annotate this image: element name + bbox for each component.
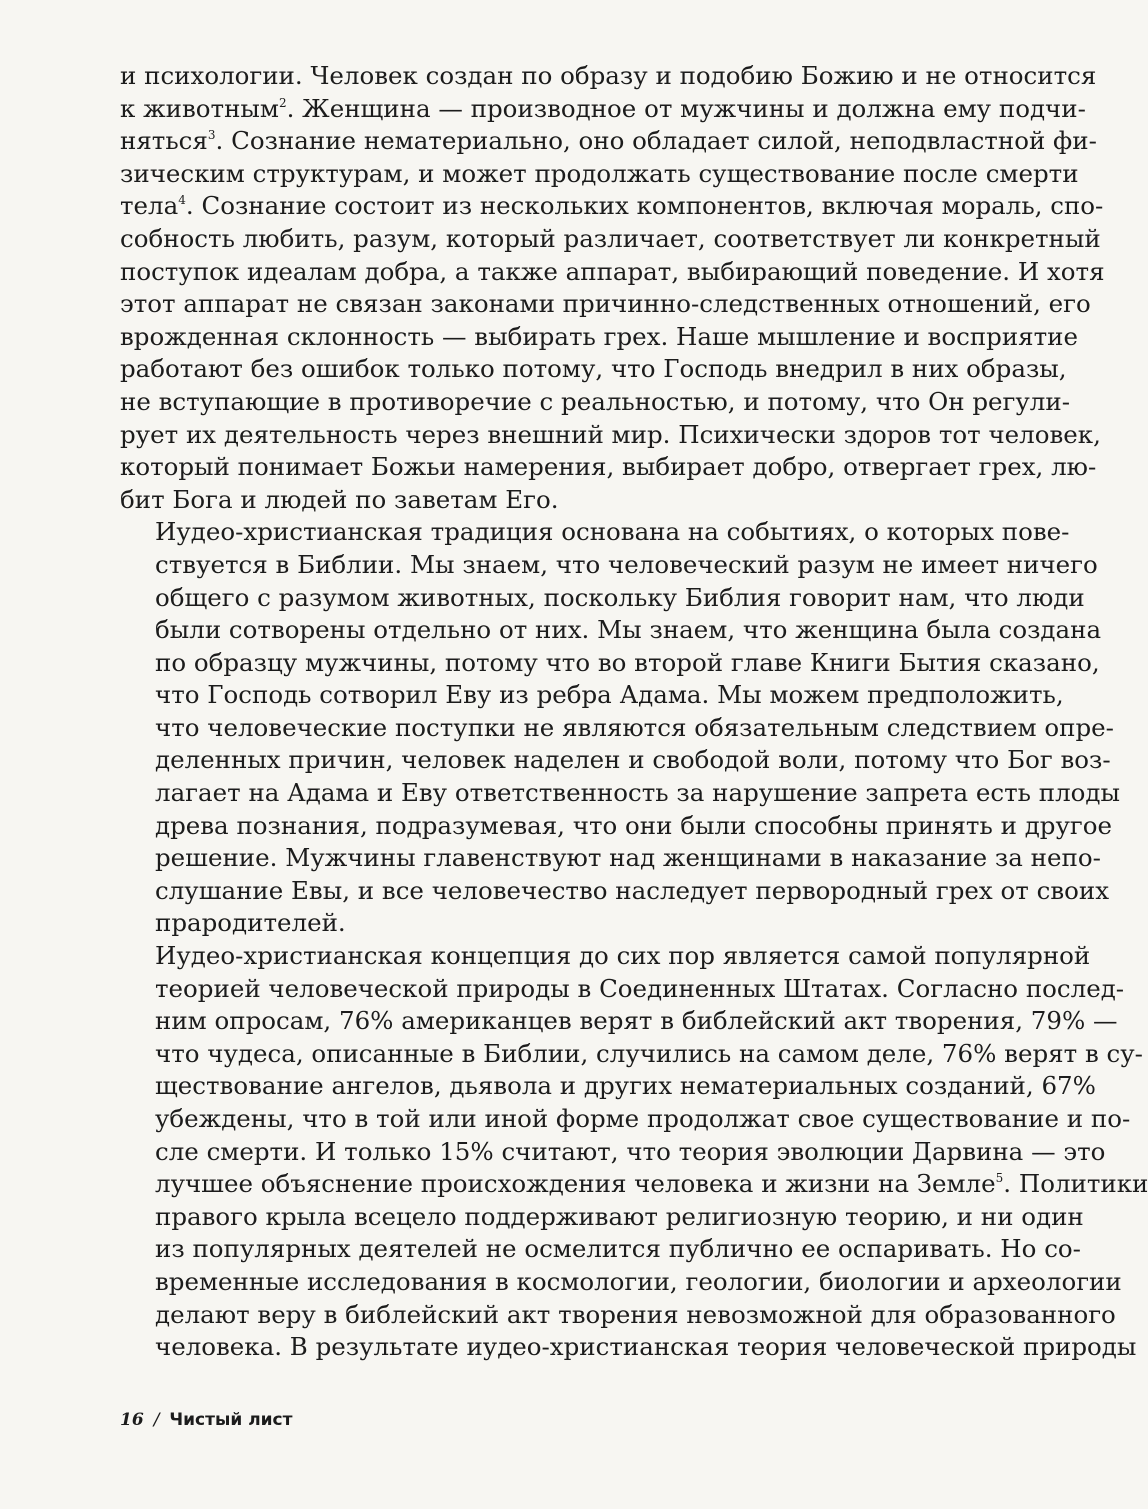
text-line: сле смерти. И только 15% считают, что теория эволюции Дарвина — это bbox=[155, 1136, 1106, 1166]
text-line: что чудеса, описанные в Библии, случились на самом деле, 76% верят в су- bbox=[155, 1038, 1143, 1068]
paragraph-3 bbox=[120, 940, 1148, 1364]
text-line: что Господь сотворил Еву из ребра Адама. Мы можем предположить, bbox=[155, 680, 1064, 710]
text-line: рует их деятельность через внешний мир. Психически здоров тот человек, bbox=[120, 419, 1101, 449]
text-line: теорией человеческой природы в Соединенных Штатах. Согласно послед- bbox=[155, 973, 1125, 1003]
running-title: Чистый лист bbox=[169, 1410, 293, 1430]
text-line: общего с разумом животных, поскольку Библия говорит нам, что люди bbox=[155, 582, 1085, 612]
text-line: были сотворены отдельно от них. Мы знаем, что женщина была создана bbox=[155, 615, 1102, 645]
text-line: лучшее объяснение происхождения человека и жизни на Земле$^5$. Политики bbox=[155, 1169, 1148, 1199]
text-line: делают веру в библейский акт творения невозможной для образованного bbox=[155, 1299, 1116, 1329]
text-line: решение. Мужчины главенствуют над женщинами в наказание за непо- bbox=[155, 843, 1101, 873]
text-line: и психологии. Человек создан по образу и подобию Божию и не относится bbox=[120, 61, 1097, 90]
text-line: лагает на Адама и Еву ответственность за нарушение запрета есть плоды bbox=[155, 778, 1120, 808]
text-line: ним опросам, 76% американцев верят в библейский акт творения, 79% — bbox=[155, 1006, 1118, 1036]
text-line: врожденная склонность — выбирать грех. Наше мышление и восприятие bbox=[120, 321, 1079, 351]
page-number: 16 bbox=[120, 1410, 144, 1430]
footnote-marker: 4 bbox=[178, 193, 186, 208]
text-line: ствуется в Библии. Мы знаем, что человеческий разум не имеет ничего bbox=[155, 549, 1098, 579]
text-line: слушание Евы, и все человечество наследует первородный грех от своих bbox=[155, 875, 1110, 905]
text-line: собность любить, разум, который различает, соответствует ли конкретный bbox=[120, 223, 1101, 253]
text-line: тела$^4$. Сознание состоит из нескольких компонентов, включая мораль, спо- bbox=[120, 191, 1104, 221]
page-footer bbox=[120, 1410, 292, 1430]
paragraph-1 bbox=[120, 60, 1105, 516]
page-body bbox=[120, 60, 1148, 1364]
text-line: зическим структурам, и может продолжать существование после смерти bbox=[120, 158, 1079, 188]
text-line: убеждены, что в той или иной форме продолжат свое существование и по- bbox=[155, 1104, 1131, 1133]
text-line: Иудео-христианская традиция основана на событиях, о которых пове- bbox=[155, 517, 1070, 547]
footnote-marker: 5 bbox=[995, 1171, 1004, 1186]
text-line: работают без ошибок только потому, что Господь внедрил в них образы, bbox=[120, 354, 1067, 384]
text-line: не вступающие в противоречие с реальностью, и потому, что Он регули- bbox=[120, 386, 1070, 416]
paragraph-2 bbox=[120, 516, 1120, 940]
footnote-marker: 3 bbox=[207, 128, 216, 143]
text-line: ществование ангелов, дьявола и других нематериальных созданий, 67% bbox=[155, 1071, 1096, 1101]
text-line: человека. В результате иудео-христианская теория человеческой природы bbox=[155, 1332, 1137, 1362]
text-line: правого крыла всецело поддерживают религиозную теорию, и ни один bbox=[155, 1201, 1084, 1231]
text-line: что человеческие поступки не являются обязательным следствием опре- bbox=[155, 712, 1114, 742]
footer-separator: / bbox=[153, 1410, 160, 1430]
text-line: из популярных деятелей не осмелится публично ее оспаривать. Но со- bbox=[155, 1234, 1081, 1264]
text-line: деленных причин, человек наделен и свободой воли, потому что Бог воз- bbox=[155, 745, 1111, 775]
text-line: бит Бога и людей по заветам Его. bbox=[120, 484, 559, 514]
text-line: по образцу мужчины, потому что во второй главе Книги Бытия сказано, bbox=[155, 647, 1100, 677]
text-line: который понимает Божьи намерения, выбирает добро, отвергает грех, лю- bbox=[120, 452, 1097, 482]
footnote-marker: 2 bbox=[278, 95, 287, 110]
text-line: прародителей. bbox=[155, 908, 346, 938]
text-line: этот аппарат не связан законами причинно-следственных отношений, его bbox=[120, 289, 1091, 319]
text-line: поступок идеалам добра, а также аппарат, выбирающий поведение. И хотя bbox=[120, 256, 1105, 286]
text-line: древа познания, подразумевая, что они были способны принять и другое bbox=[155, 810, 1112, 840]
text-line: к животным$^2$. Женщина — производное от мужчины и должна ему подчи- bbox=[120, 93, 1086, 123]
text-line: Иудео-христианская концепция до сих пор является самой популярной bbox=[155, 941, 1091, 971]
text-line: временные исследования в космологии, геологии, биологии и археологии bbox=[155, 1266, 1122, 1296]
text-line: няться$^3$. Сознание нематериально, оно обладает силой, неподвластной фи- bbox=[120, 126, 1097, 156]
